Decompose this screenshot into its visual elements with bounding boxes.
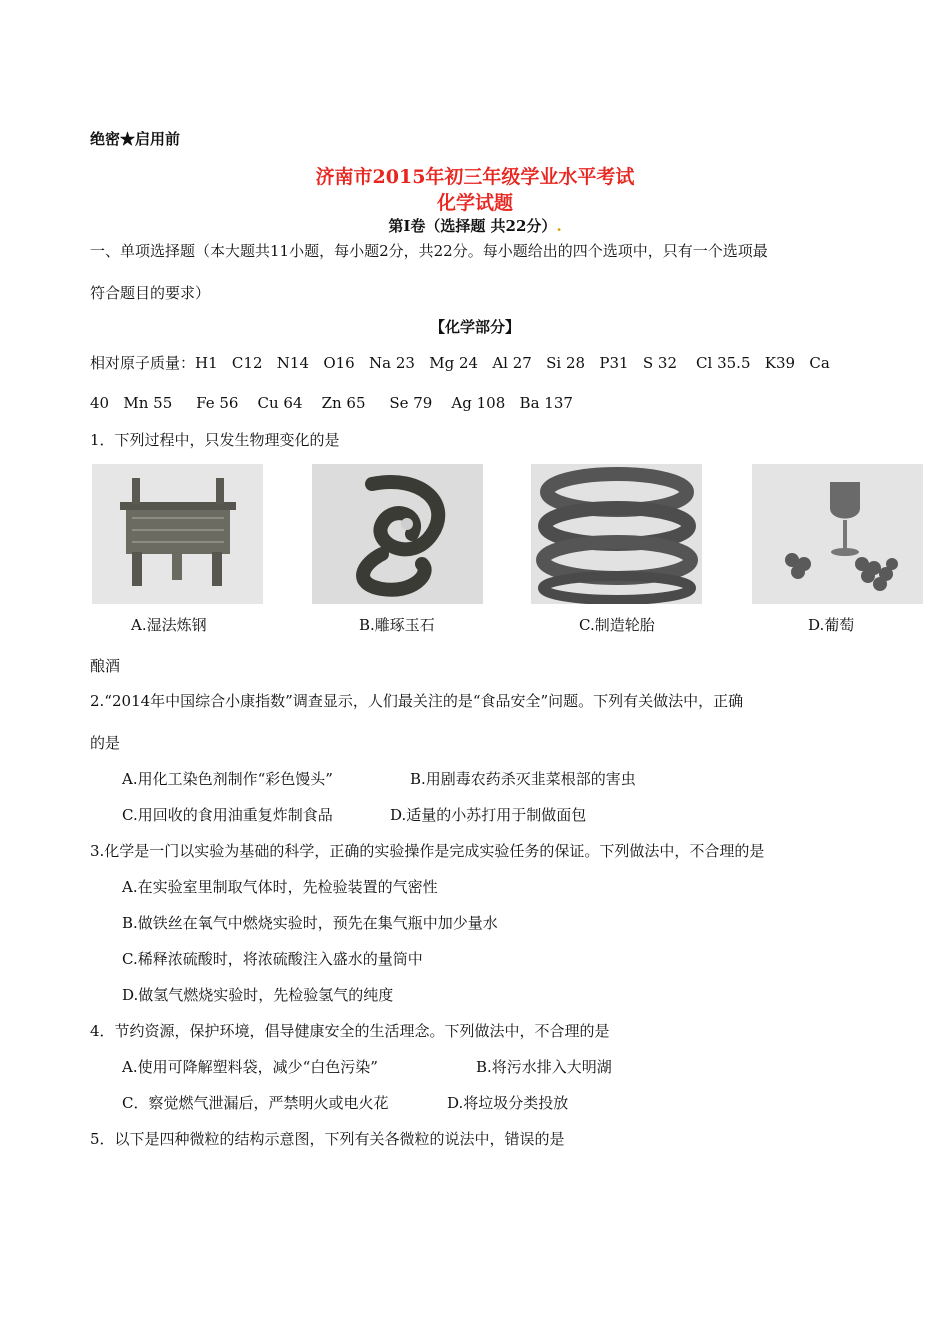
q1-caption-b: B.雕琢玉石 [359, 616, 435, 634]
q2-option-d: D.适量的小苏打用于制做面包 [390, 806, 587, 824]
q1-stem: 1．下列过程中，只发生物理变化的是 [90, 431, 340, 449]
section-intro-line2: 符合题目的要求） [90, 284, 211, 302]
q3-stem: 3.化学是一门以实验为基础的科学，正确的实验操作是完成实验任务的保证。下列做法中，不合理的是 [90, 842, 765, 860]
bronze-ding-image [92, 464, 263, 604]
q2-option-a: A.用化工染色剂制作“彩色馒头” [122, 770, 333, 788]
grapes-wine-image [752, 464, 923, 604]
q4-option-a: A.使用可降解塑料袋，减少“白色污染” [122, 1058, 378, 1076]
volume-heading [0, 215, 950, 236]
q2-stem-line2: 的是 [90, 734, 121, 752]
atomic-mass-line1: 相对原子质量：H1 C12 N14 O16 Na 23 Mg 24 Al 27 Si 28 P31 S 32 Cl 35.5 K39 Ca [90, 354, 830, 372]
q4-option-b: B.将污水排入大明湖 [476, 1058, 612, 1076]
q5-stem: 5．以下是四种微粒的结构示意图，下列有关各微粒的说法中，错误的是 [90, 1130, 565, 1148]
q1-caption-a: A.湿法炼钢 [131, 616, 207, 634]
q2-option-b: B.用剧毒农药杀灭韭菜根部的害虫 [410, 770, 636, 788]
exam-subtitle: 化学试题 [436, 192, 513, 214]
exam-title: 济南市2015年初三年级学业水平考试 [315, 166, 635, 188]
carved-jade-image [312, 464, 483, 604]
q1-caption-d-wrap: 酿酒 [90, 657, 121, 675]
q3-option-a: A.在实验室里制取气体时，先检验装置的气密性 [122, 878, 438, 896]
q1-caption-d: D.葡萄 [808, 616, 855, 634]
q2-option-c: C.用回收的食用油重复炸制食品 [122, 806, 333, 824]
q2-stem-line1: 2.“2014年中国综合小康指数”调查显示，人们最关注的是“食品安全”问题。下列有关做法中，正确 [90, 692, 744, 710]
q1-caption-c: C.制造轮胎 [579, 616, 655, 634]
q4-stem: 4．节约资源，保护环境，倡导健康安全的生活理念。下列做法中，不合理的是 [90, 1022, 610, 1040]
atomic-mass-line2: 40 Mn 55 Fe 56 Cu 64 Zn 65 Se 79 Ag 108 Ba 137 [90, 394, 573, 412]
q3-option-c: C.稀释浓硫酸时，将浓硫酸注入盛水的量筒中 [122, 950, 423, 968]
volume-dot: . [556, 217, 562, 235]
q3-option-b: B.做铁丝在氧气中燃烧实验时，预先在集气瓶中加少量水 [122, 914, 498, 932]
section-intro-line1: 一、单项选择题（本大题共11小题，每小题2分，共22分。每小题给出的四个选项中，只有一个选项最 [90, 242, 768, 260]
confidential-label: 绝密★启用前 [90, 130, 181, 148]
q4-option-c: C．察觉燃气泄漏后，严禁明火或电火花 [122, 1094, 389, 1112]
part-label: 【化学部分】 [429, 318, 520, 336]
volume-text: 第Ⅰ卷（选择题 共22分） [388, 217, 557, 235]
q3-option-d: D.做氢气燃烧实验时，先检验氢气的纯度 [122, 986, 394, 1004]
q4-option-d: D.将垃圾分类投放 [447, 1094, 569, 1112]
tires-image [531, 464, 702, 604]
